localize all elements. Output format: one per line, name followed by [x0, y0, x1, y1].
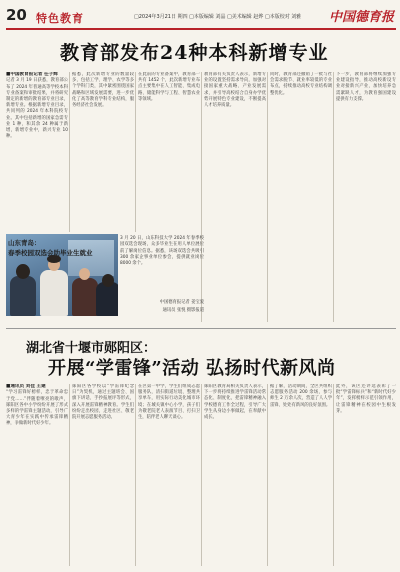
section-title: 特色教育 [36, 12, 84, 25]
article2-column [270, 384, 332, 566]
issue-meta: □2024年3月21日 期四 □本版编辑 刘晶 □美术编辑 赵烨 □本版校对 刘雅 [134, 14, 302, 20]
article2-text: 在区第一中学，学生们组成志愿服务队，清扫街道垃圾、整理共享单车，用实际行动美化城市环境；在城关镇中心小学，孩子们为敬老院老人表演节目、打扫卫生，陪伴老人聊天谈心。 [138, 384, 200, 421]
article1-column [336, 72, 396, 322]
photo-person [40, 270, 68, 316]
photo-caption: 3 月 20 日，山东科技大学 2024 年春季校园双选会现场，众多毕业生在用人单位展位前了解岗位信息。据悉，该场双选会共吸引 300 余家企事业单位参会，提供就业岗位 8000 余个。 [120, 236, 204, 267]
column-divider [267, 384, 268, 566]
column-divider [135, 384, 136, 566]
column-divider [267, 72, 268, 322]
article1-column [72, 72, 134, 232]
column-divider [333, 72, 334, 322]
article1-text: 下一步，教育部将继续加强专业建设指导，推动高校新设专业对接新兴产业，加快培养急需紧缺人才，为教育强国建设提供有力支撑。 [336, 72, 396, 102]
article1-column [204, 72, 266, 322]
article1-column [270, 72, 332, 322]
page-header [6, 4, 396, 30]
page-number: 20 [6, 6, 27, 24]
article2-headline-line2: 开展“学雷锋”活动 弘扬时代新风尚 [48, 358, 336, 379]
photo-person [72, 278, 98, 316]
article2-column [72, 384, 134, 566]
article2-column [6, 384, 68, 566]
photo-person-head [102, 274, 114, 287]
article2-headline-line1: 湖北省十堰市郧阳区： [26, 341, 157, 356]
article1-text: 同时，教育部还撤销了一批与社会需求脱节、就业率较低的专业布点，持续推动高校专业结构调整优化。 [270, 72, 332, 96]
article2-text: 郧阳区各学校以“学雷锋纪念日”为契机，通过主题班会、国旗下讲话、手抄报展评等形式，深入开展雷锋精神教育。学生们纷纷走出校园，走进社区、敬老院开展志愿服务活动。 [72, 384, 134, 421]
article2-column [204, 384, 266, 566]
article2-text: 此外，该区还评选表彰了一批“学雷锋标兵”和“新时代好少年”，发挥榜样示范引领作用，让雷锋精神在校园中生根发芽。 [336, 384, 396, 414]
article2-text: “学习雷锋好榜样，忠于革命忠于党……”伴随着嘹亮的歌声，郧阳区各中小学纷纷开展了形式多样的学雷锋主题活动，引导广大青少年在实践中传承雷锋精神，争做新时代好少年。 [6, 390, 68, 427]
photo-person-head [79, 268, 90, 280]
article2-column [138, 384, 200, 566]
article1-text: 教育部有关负责人表示，新增专业的设置坚持需求导向，加强对接国家重大战略、产业发展需求，并引导高校结合自身办学优势开展特色专业建设，不断提高人才培养质量。 [204, 72, 266, 109]
article1-column [138, 72, 200, 232]
article1-headline: 教育部发布24种本科新增专业 [60, 42, 329, 64]
photo-credit: 中国德育报记者 姜宝爱 [159, 300, 204, 305]
article2-byline: ■通讯员 刘佳 王建 [6, 384, 46, 389]
column-divider [201, 384, 202, 566]
column-divider [69, 384, 70, 566]
photo-credit: 通讯员 张悦 摄影报道 [162, 308, 204, 313]
article1-byline: ■中国教育报记者 任子辉 [6, 72, 58, 77]
article2-text: 据了解，活动期间，全区共组织志愿服务活动 200 余场，参与师生 2 万余人次，营造了人人学雷锋、处处有新风的良好氛围。 [270, 384, 332, 408]
photo-person [96, 282, 118, 316]
column-divider [135, 72, 136, 232]
photo-subtitle: 春季校园双选会助毕业生就业 [8, 249, 93, 257]
article2-text: 郧阳区教育局相关负责人表示，下一步将持续推进学雷锋活动常态化、制度化，把雷锋精神融入学校德育工作全过程，引导广大学生从身边小事做起，在奉献中成长。 [204, 384, 266, 421]
masthead-logo: 中国德育报 [328, 10, 394, 25]
article1-text: 据悉，此次新增专业的数量较多，包括工学、理学、农学等多个学科门类，其中紧密围绕国家战略和区域发展需要，进一步优化了高等教育学科专业结构，服务经济社会发展。 [72, 72, 134, 109]
article1-text: 记者 3 月 19 日获悉，教育部公布了 2024 年普通高等学校本科专业备案和审批结果，并将研究制定的新增的教育部专业目录，新增专业。根据新增专业目录，共同列的 2024 年本科院校专业。其中包括新增的国家急需专业 1 种，和其余 24 种属于新增，新增专业中，新兴专业 10 种。 [6, 78, 68, 140]
photo-person [10, 276, 36, 316]
section-divider [6, 328, 396, 329]
photo-title: 山东青岛： [8, 239, 41, 247]
column-divider [333, 384, 334, 566]
column-divider [69, 72, 70, 232]
article1-column [6, 72, 68, 232]
article1-text: 在此前的专业备案中，教育部一共有 1452 个，此次新增专业布点主要集中在人工智能、集成电路、储能科学与工程、智慧农业等领域。 [138, 72, 200, 102]
photo-person-head [16, 264, 30, 279]
article2-column [336, 384, 396, 566]
